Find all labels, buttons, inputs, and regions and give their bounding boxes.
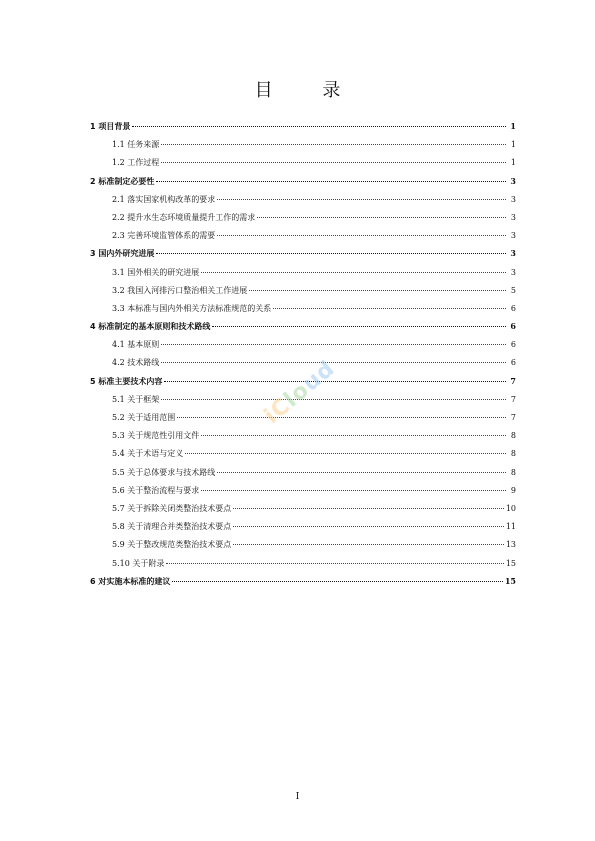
toc-entry-page: 6 — [510, 321, 516, 332]
toc-entry-page: 11 — [505, 522, 516, 532]
toc-entry-page: 10 — [505, 503, 516, 513]
dot-leader — [201, 490, 506, 491]
toc-section-entry[interactable] — [90, 176, 516, 194]
dot-leader — [164, 381, 506, 382]
toc-entry-page: 1 — [510, 158, 516, 168]
page-number: I — [295, 792, 300, 802]
dot-leader — [212, 326, 506, 327]
toc-entry-title: 5.1 关于框架 — [112, 394, 160, 404]
toc-entry-page: 7 — [510, 413, 516, 422]
dot-leader — [217, 235, 506, 236]
toc-subsection-entry[interactable] — [90, 558, 516, 576]
dot-leader — [161, 162, 506, 163]
toc-subsection-entry[interactable] — [90, 539, 516, 557]
toc-section-entry[interactable] — [90, 576, 516, 594]
toc-entry-page: 3 — [510, 267, 516, 277]
toc-subsection-entry[interactable] — [90, 412, 516, 430]
toc-entry-title: 6 对实施本标准的建议 — [90, 576, 171, 586]
toc-subsection-entry[interactable] — [90, 303, 516, 321]
dot-leader — [156, 253, 506, 254]
toc-entry-title: 5.8 关于清理合并类整治技术要点 — [112, 522, 232, 532]
toc-subsection-entry[interactable] — [90, 448, 516, 466]
toc-entry-page: 1 — [510, 121, 516, 131]
toc-entry-title: 3 国内外研究进展 — [90, 249, 155, 259]
toc-entry-title: 5.7 关于拆除关闭类整治技术要点 — [112, 503, 232, 513]
page-title: 目 录 — [254, 80, 363, 101]
toc-entry-title: 5.6 关于整治流程与要求 — [112, 485, 200, 495]
toc-entry-page: 3 — [510, 248, 516, 259]
dot-leader — [166, 563, 503, 564]
dot-leader — [161, 144, 506, 145]
dot-leader — [161, 399, 506, 400]
toc-entry-page: 3 — [510, 175, 516, 186]
toc-entry-page: 1 — [510, 140, 516, 150]
toc-subsection-entry[interactable] — [90, 467, 516, 485]
toc-entry-page: 6 — [510, 358, 516, 368]
toc-subsection-entry[interactable] — [90, 139, 516, 157]
dot-leader — [257, 217, 506, 218]
toc-subsection-entry[interactable] — [90, 485, 516, 503]
toc-entry-page: 8 — [510, 467, 516, 477]
toc-entry-title: 2.1 落实国家机构改革的要求 — [112, 194, 216, 204]
toc-entry-title: 3.2 我国入河排污口整治相关工作进展 — [112, 285, 248, 295]
dot-leader — [233, 544, 504, 545]
toc-entry-title: 5.10 关于附录 — [112, 558, 165, 568]
toc-entry-page: 13 — [505, 540, 516, 550]
dot-leader — [217, 472, 506, 473]
toc-entry-title: 3.1 国外相关的研究进展 — [112, 267, 200, 277]
dot-leader — [201, 435, 506, 436]
dot-leader — [217, 199, 506, 200]
toc-section-entry[interactable] — [90, 321, 516, 339]
toc-entry-title: 2.3 完善环境监管体系的需要 — [112, 231, 216, 241]
toc-entry-title: 4.2 技术路线 — [112, 358, 160, 368]
toc-entry-page: 7 — [510, 375, 516, 386]
toc-entry-title: 4 标准制定的基本原则和技术路线 — [90, 322, 211, 332]
dot-leader — [201, 272, 506, 273]
dot-leader — [132, 126, 506, 127]
toc-entry-title: 2 标准制定必要性 — [90, 176, 155, 186]
toc-entry-page: 15 — [504, 575, 516, 586]
toc-subsection-entry[interactable] — [90, 157, 516, 175]
toc-entry-page: 6 — [510, 303, 516, 313]
toc-subsection-entry[interactable] — [90, 339, 516, 357]
toc-entry-title: 3.3 本标准与国内外相关方法标准规范的关系 — [112, 303, 272, 313]
dot-leader — [233, 508, 504, 509]
toc-entry-title: 1 项目背景 — [90, 122, 131, 131]
toc-subsection-entry[interactable] — [90, 521, 516, 539]
toc-section-entry[interactable] — [90, 121, 516, 139]
dot-leader — [185, 453, 506, 454]
toc-subsection-entry[interactable] — [90, 430, 516, 448]
table-of-contents — [90, 121, 516, 594]
dot-leader — [161, 344, 506, 345]
toc-entry-title: 5.2 关于适用范围 — [112, 413, 176, 422]
dot-leader — [156, 181, 506, 182]
toc-entry-title: 5 标准主要技术内容 — [90, 376, 163, 386]
toc-subsection-entry[interactable] — [90, 267, 516, 285]
toc-entry-page: 15 — [505, 558, 516, 568]
toc-subsection-entry[interactable] — [90, 194, 516, 212]
dot-leader — [161, 362, 506, 363]
toc-entry-page: 7 — [510, 394, 516, 404]
toc-subsection-entry[interactable] — [90, 285, 516, 303]
toc-subsection-entry[interactable] — [90, 230, 516, 248]
watermark-logo: iCloud — [259, 356, 341, 429]
toc-section-entry[interactable] — [90, 248, 516, 266]
toc-entry-title: 5.4 关于术语与定义 — [112, 449, 184, 459]
toc-entry-title: 5.9 关于整改规范类整治技术要点 — [112, 540, 232, 550]
toc-entry-page: 9 — [510, 485, 516, 495]
dot-leader — [273, 308, 506, 309]
dot-leader — [177, 417, 506, 418]
toc-entry-page: 8 — [510, 449, 516, 459]
toc-entry-title: 5.3 关于规范性引用文件 — [112, 431, 200, 441]
toc-entry-title: 5.5 关于总体要求与技术路线 — [112, 467, 216, 477]
toc-subsection-entry[interactable] — [90, 503, 516, 521]
toc-entry-page: 6 — [510, 340, 516, 350]
toc-entry-page: 3 — [510, 194, 516, 204]
toc-entry-page: 3 — [510, 231, 516, 241]
toc-entry-title: 1.1 任务来源 — [112, 140, 160, 150]
toc-entry-page: 5 — [510, 285, 516, 295]
dot-leader — [172, 581, 503, 582]
toc-entry-page: 8 — [510, 431, 516, 441]
toc-entry-title: 2.2 提升水生态环境质量提升工作的需求 — [112, 212, 256, 222]
toc-entry-page: 3 — [510, 212, 516, 222]
toc-subsection-entry[interactable] — [90, 212, 516, 230]
dot-leader — [233, 526, 504, 527]
dot-leader — [249, 290, 506, 291]
toc-entry-title: 4.1 基本原则 — [112, 340, 160, 350]
toc-entry-title: 1.2 工作过程 — [112, 158, 160, 168]
